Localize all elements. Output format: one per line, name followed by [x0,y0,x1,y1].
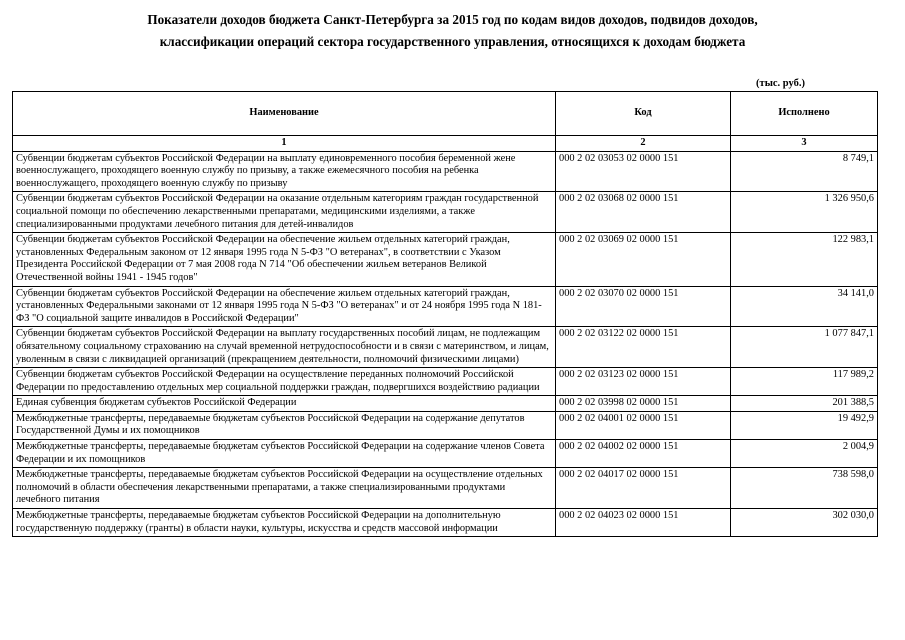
row-amount: 1 077 847,1 [731,327,878,368]
row-amount: 122 983,1 [731,233,878,286]
row-code: 000 2 02 03123 02 0000 151 [556,368,731,396]
table-row [13,368,878,396]
document-title [0,9,905,53]
row-amount: 117 989,2 [731,368,878,396]
row-code: 000 2 02 03122 02 0000 151 [556,327,731,368]
unit-label: (тыс. руб.) [756,78,805,89]
row-name: Субвенции бюджетам субъектов Российской Федерации на выплату единовременного пособия беременной жене военнослужащего, проходящего военную службу по призыву, а также ежемесячного пособия на ребенка военнослужащего, проходящего военную службу по призыву [13,151,556,192]
column-number-row [13,136,878,152]
row-code: 000 2 02 04017 02 0000 151 [556,468,731,509]
column-number-1: 1 [13,136,556,152]
table-row [13,327,878,368]
table-row [13,192,878,233]
row-name: Межбюджетные трансферты, передаваемые бюджетам субъектов Российской Федерации на содержание депутатов Государственной Думы и их помощников [13,411,556,439]
table-row [13,396,878,412]
row-code: 000 2 02 04001 02 0000 151 [556,411,731,439]
row-name: Субвенции бюджетам субъектов Российской Федерации на выплату государственных пособий лицам, не подлежащим обязательному социальному страхованию на случай временной нетрудоспособности и в связи с материнством, и лицам, уволенным в связи с ликвидацией организаций (прекращением деятельности, полномочий физическими лицами) [13,327,556,368]
row-code: 000 2 02 03053 02 0000 151 [556,151,731,192]
row-amount: 738 598,0 [731,468,878,509]
row-name: Субвенции бюджетам субъектов Российской Федерации на обеспечение жильем отдельных категорий граждан, установленных Федеральным законом от 12 января 1995 года N 5-ФЗ "О ветеранах", в соответствии с Указом Президента Российской Федерации от 7 мая 2008 года N 714 "Об обеспечении жильем ветеранов Великой Отечественной войны 1941 - 1945 годов" [13,233,556,286]
header-row [13,92,878,136]
row-name: Межбюджетные трансферты, передаваемые бюджетам субъектов Российской Федерации на дополнительную государственную поддержку (гранты) в области науки, культуры, искусства и средств массовой информации [13,509,556,537]
row-amount: 1 326 950,6 [731,192,878,233]
row-amount: 34 141,0 [731,286,878,327]
table-row [13,233,878,286]
table-row [13,468,878,509]
table-row [13,286,878,327]
header-amount: Исполнено [731,92,878,136]
table-row [13,411,878,439]
table-row [13,440,878,468]
table-row [13,509,878,537]
title-line-2: классификации операций сектора государственного управления, относящихся к доходам бюджета [159,34,746,49]
column-number-2: 2 [556,136,731,152]
row-code: 000 2 02 03068 02 0000 151 [556,192,731,233]
row-code: 000 2 02 04002 02 0000 151 [556,440,731,468]
row-name: Субвенции бюджетам субъектов Российской Федерации на оказание отдельным категориям граждан государственной социальной помощи по обеспечению лекарственными препаратами, медицинскими изделиями, а также специализированными продуктами лечебного питания для детей-инвалидов [13,192,556,233]
row-name: Межбюджетные трансферты, передаваемые бюджетам субъектов Российской Федерации на осуществление отдельных полномочий в области обеспечения лекарственными препаратами, а также специализированными продуктами лечебного питания [13,468,556,509]
row-name: Межбюджетные трансферты, передаваемые бюджетам субъектов Российской Федерации на содержание членов Совета Федерации и их помощников [13,440,556,468]
header-code: Код [556,92,731,136]
row-amount: 201 388,5 [731,396,878,412]
row-code: 000 2 02 03998 02 0000 151 [556,396,731,412]
row-amount: 2 004,9 [731,440,878,468]
row-amount: 8 749,1 [731,151,878,192]
row-name: Субвенции бюджетам субъектов Российской Федерации на осуществление переданных полномочий Российской Федерации по предоставлению отдельных мер социальной поддержки граждан, подвергшихся воздействию радиации [13,368,556,396]
row-amount: 19 492,9 [731,411,878,439]
title-line-1: Показатели доходов бюджета Санкт-Петербурга за 2015 год по кодам видов доходов, подвидов доходов, [147,12,758,27]
row-name: Единая субвенция бюджетам субъектов Российской Федерации [13,396,556,412]
table-row [13,151,878,192]
row-amount: 302 030,0 [731,509,878,537]
header-name: Наименование [13,92,556,136]
budget-table [12,91,878,537]
row-code: 000 2 02 04023 02 0000 151 [556,509,731,537]
row-code: 000 2 02 03070 02 0000 151 [556,286,731,327]
row-code: 000 2 02 03069 02 0000 151 [556,233,731,286]
row-name: Субвенции бюджетам субъектов Российской Федерации на обеспечение жильем отдельных категорий граждан, установленных Федеральными законами от 12 января 1995 года N 5-ФЗ "О ветеранах" и от 24 ноября 1995 года N 181-ФЗ "О социальной защите инвалидов в Российской Федерации" [13,286,556,327]
column-number-3: 3 [731,136,878,152]
